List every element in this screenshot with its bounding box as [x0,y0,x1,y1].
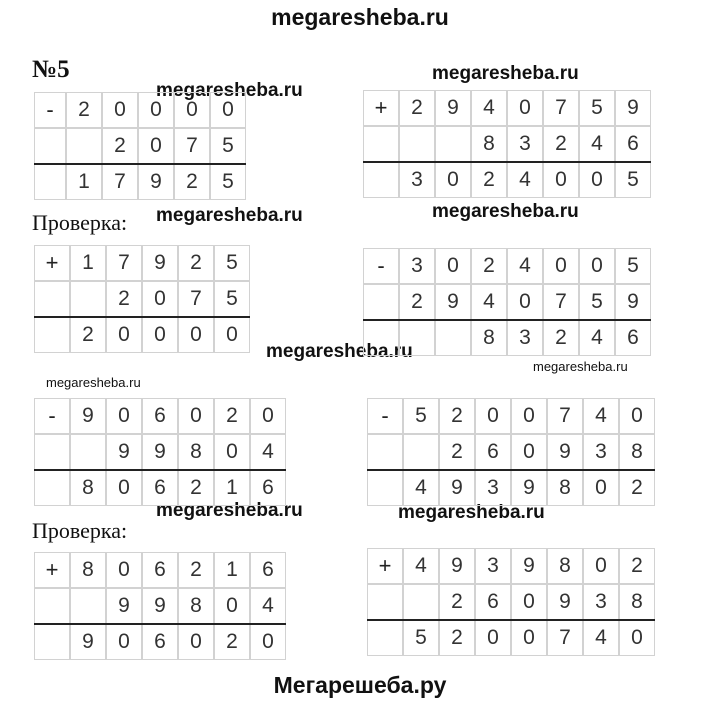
operation-sign: - [363,248,399,284]
digit-cell: 3 [583,584,619,620]
sign-cell [34,624,70,660]
digit-cell: 4 [403,548,439,584]
digit-cell: 2 [399,90,435,126]
digit-cell [403,434,439,470]
subtraction-block [34,92,246,200]
digit-cell: 4 [403,470,439,506]
digit-cell [399,126,435,162]
digit-cell: 9 [142,434,178,470]
result-line [363,319,651,321]
digit-cell: 6 [142,552,178,588]
digit-cell: 6 [142,398,178,434]
digit-cell: 0 [142,317,178,353]
digit-cell: 9 [106,588,142,624]
operation-sign: + [34,245,70,281]
digit-cell: 6 [615,320,651,356]
digit-cell: 3 [583,434,619,470]
digit-cell: 4 [471,90,507,126]
watermark: megaresheba.ru [432,63,579,84]
digit-cell: 0 [511,620,547,656]
sign-cell [363,126,399,162]
digit-cell: 7 [102,164,138,200]
result-line [363,161,651,163]
operation-sign: - [34,92,66,128]
digit-cell: 7 [547,620,583,656]
digit-cell: 4 [583,398,619,434]
digit-cell: 0 [106,470,142,506]
digit-cell: 2 [178,470,214,506]
digit-cell: 9 [511,470,547,506]
digit-cell: 2 [70,317,106,353]
digit-cell: 0 [543,162,579,198]
digit-cell: 9 [547,434,583,470]
digit-cell: 0 [619,620,655,656]
site-title-top: megaresheba.ru [271,4,449,30]
digit-cell: 6 [615,126,651,162]
digit-cell: 2 [619,548,655,584]
digit-cell: 0 [106,398,142,434]
digit-cell: 9 [70,398,106,434]
digit-cell: 8 [70,552,106,588]
digit-cell: 1 [214,552,250,588]
digit-cell: 0 [106,317,142,353]
watermark: megaresheba.ru [432,201,579,222]
digit-cell: 8 [619,584,655,620]
digit-cell: 2 [471,248,507,284]
digit-cell: 6 [250,470,286,506]
result-line [367,619,655,621]
digit-cell: 2 [399,284,435,320]
digit-cell: 9 [511,548,547,584]
digit-cell [403,584,439,620]
operation-sign: + [367,548,403,584]
digit-cell: 0 [210,92,246,128]
digit-cell [399,320,435,356]
subtraction-check-block [363,248,651,356]
digit-cell: 6 [142,470,178,506]
digit-cell: 4 [471,284,507,320]
digit-cell: 5 [214,281,250,317]
digit-cell: 0 [579,162,615,198]
sign-cell [367,434,403,470]
digit-cell: 0 [583,470,619,506]
digit-cell: 3 [507,320,543,356]
digit-cell: 2 [178,552,214,588]
digit-cell: 8 [178,588,214,624]
watermark: megaresheba.ru [533,359,628,374]
digit-cell: 0 [178,398,214,434]
digit-cell: 0 [511,434,547,470]
digit-cell: 0 [507,90,543,126]
digit-cell: 2 [66,92,102,128]
digit-cell: 0 [142,281,178,317]
operation-sign: + [363,90,399,126]
addition-block [363,90,651,198]
digit-cell: 1 [66,164,102,200]
digit-cell: 9 [615,90,651,126]
sign-cell [34,588,70,624]
digit-cell: 4 [583,620,619,656]
digit-cell: 5 [403,620,439,656]
result-line [34,316,250,318]
digit-cell: 0 [619,398,655,434]
digit-cell: 3 [507,126,543,162]
digit-cell: 7 [178,281,214,317]
sign-cell [34,470,70,506]
sign-cell [34,434,70,470]
digit-cell: 2 [102,128,138,164]
digit-cell: 0 [507,284,543,320]
digit-cell: 9 [435,90,471,126]
digit-cell: 5 [210,128,246,164]
digit-cell: 2 [471,162,507,198]
digit-cell: 4 [579,320,615,356]
digit-cell: 9 [70,624,106,660]
digit-cell: 2 [543,126,579,162]
digit-cell: 0 [214,588,250,624]
digit-cell: 0 [435,248,471,284]
digit-cell: 9 [547,584,583,620]
watermark: megaresheba.ru [266,341,413,362]
digit-cell: 2 [106,281,142,317]
sign-cell [363,162,399,198]
digit-cell [66,128,102,164]
digit-cell: 0 [214,317,250,353]
digit-cell [435,320,471,356]
digit-cell: 2 [178,245,214,281]
digit-cell: 9 [138,164,174,200]
sign-cell [367,620,403,656]
check-label-1: Проверка: [32,210,128,235]
digit-cell: 6 [475,434,511,470]
digit-cell: 2 [439,620,475,656]
addition-check-block [34,552,286,660]
task-number: №5 [32,56,70,83]
subtraction-block [367,398,655,506]
digit-cell: 4 [250,588,286,624]
digit-cell: 7 [547,398,583,434]
digit-cell: 0 [511,398,547,434]
watermark: megaresheba.ru [398,502,545,523]
watermark: megaresheba.ru [156,205,303,226]
digit-cell: 0 [475,398,511,434]
digit-cell: 0 [543,248,579,284]
digit-cell: 0 [138,92,174,128]
watermark: megaresheba.ru [156,500,303,521]
digit-cell: 6 [142,624,178,660]
digit-cell: 5 [579,90,615,126]
operation-sign: - [367,398,403,434]
digit-cell: 9 [106,434,142,470]
digit-cell: 5 [210,164,246,200]
digit-cell: 3 [475,470,511,506]
digit-cell: 5 [403,398,439,434]
digit-cell: 0 [583,548,619,584]
digit-cell: 8 [547,470,583,506]
digit-cell: 2 [439,434,475,470]
digit-cell: 8 [619,434,655,470]
site-title-bottom: Мегарешеба.ру [273,672,447,698]
digit-cell: 0 [178,624,214,660]
sign-cell [363,320,399,356]
digit-cell: 8 [70,470,106,506]
digit-cell: 8 [547,548,583,584]
digit-cell: 7 [543,90,579,126]
digit-cell: 4 [507,162,543,198]
digit-cell: 0 [579,248,615,284]
digit-cell: 4 [579,126,615,162]
digit-cell: 8 [178,434,214,470]
digit-cell: 8 [471,320,507,356]
digit-cell: 2 [543,320,579,356]
sign-cell [34,281,70,317]
digit-cell: 9 [142,588,178,624]
digit-cell: 2 [619,470,655,506]
result-line [34,623,286,625]
digit-cell: 0 [214,434,250,470]
digit-cell: 0 [102,92,138,128]
result-line [34,469,286,471]
digit-cell: 9 [435,284,471,320]
sign-cell [34,317,70,353]
digit-cell: 0 [106,624,142,660]
check-label-2: Проверка: [32,518,128,543]
digit-cell: 8 [471,126,507,162]
digit-cell: 0 [106,552,142,588]
digit-cell: 4 [507,248,543,284]
digit-cell: 0 [475,620,511,656]
digit-cell: 5 [214,245,250,281]
digit-cell: 1 [214,470,250,506]
digit-cell: 0 [435,162,471,198]
digit-cell: 5 [579,284,615,320]
addition-check-block [34,245,250,353]
digit-cell: 6 [250,552,286,588]
sign-cell [367,470,403,506]
digit-cell: 9 [439,548,475,584]
digit-cell: 2 [439,584,475,620]
digit-cell [70,588,106,624]
result-line [34,163,246,165]
digit-cell: 0 [250,398,286,434]
digit-cell: 3 [399,162,435,198]
sign-cell [34,128,66,164]
digit-cell [70,434,106,470]
digit-cell: 5 [615,248,651,284]
digit-cell: 6 [475,584,511,620]
sign-cell [34,164,66,200]
subtraction-block [34,398,286,506]
digit-cell: 2 [214,398,250,434]
digit-cell: 7 [174,128,210,164]
digit-cell: 9 [615,284,651,320]
sign-cell [363,284,399,320]
watermark: megaresheba.ru [46,375,141,390]
digit-cell: 2 [214,624,250,660]
operation-sign: - [34,398,70,434]
digit-cell: 3 [399,248,435,284]
digit-cell: 0 [511,584,547,620]
digit-cell: 4 [250,434,286,470]
digit-cell: 0 [178,317,214,353]
digit-cell: 0 [138,128,174,164]
operation-sign: + [34,552,70,588]
digit-cell [435,126,471,162]
digit-cell: 0 [250,624,286,660]
sign-cell [367,584,403,620]
digit-cell: 7 [106,245,142,281]
digit-cell: 0 [174,92,210,128]
digit-cell: 2 [174,164,210,200]
digit-cell: 7 [543,284,579,320]
digit-cell [70,281,106,317]
addition-check-block [367,548,655,656]
digit-cell: 2 [439,398,475,434]
digit-cell: 9 [439,470,475,506]
digit-cell: 5 [615,162,651,198]
result-line [367,469,655,471]
watermark: megaresheba.ru [156,80,303,101]
digit-cell: 1 [70,245,106,281]
digit-cell: 9 [142,245,178,281]
digit-cell: 3 [475,548,511,584]
